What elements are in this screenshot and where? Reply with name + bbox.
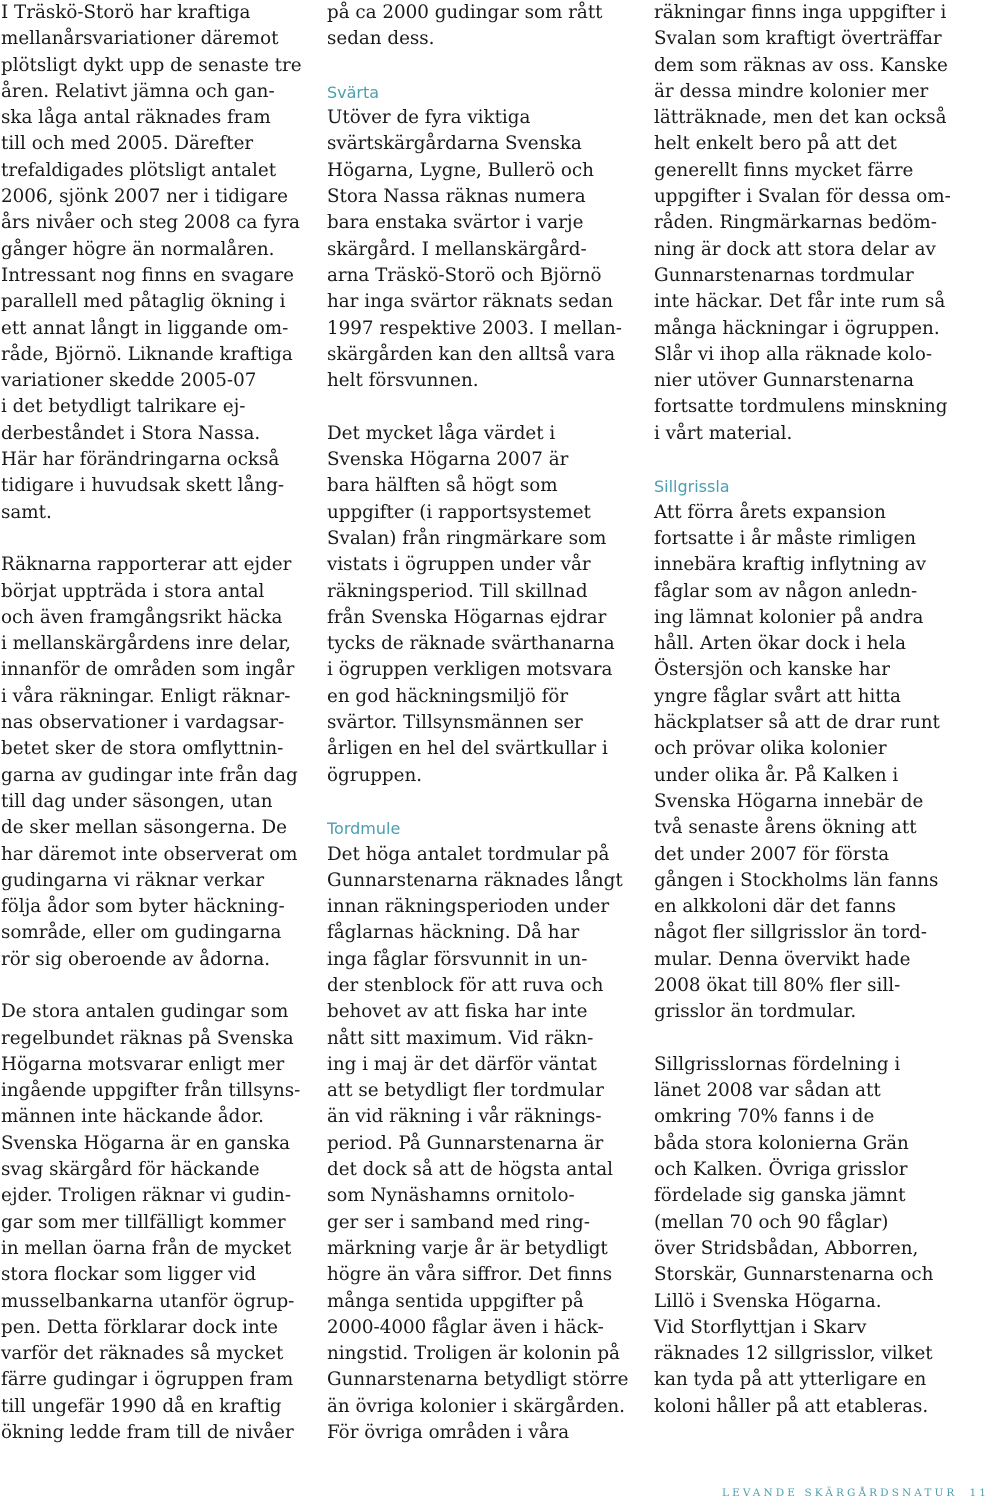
text-line: nått sitt maximum. Vid räkn- bbox=[327, 1027, 594, 1049]
text-line: ingående uppgifter från tillsyns- bbox=[1, 1080, 301, 1102]
text-line: börjat uppträda i stora antal bbox=[1, 580, 265, 602]
text-line: skärgård. I mellanskärgård- bbox=[327, 238, 587, 260]
text-line: Svenska Högarna innebär de bbox=[654, 790, 924, 812]
text-line: Här har förändringarna också bbox=[1, 449, 280, 471]
text-line: det under 2007 för första bbox=[654, 843, 890, 865]
text-line: fortsatte tordmulens minskning bbox=[654, 396, 948, 418]
text-line: årligen en hel del svärtkullar i bbox=[327, 738, 608, 760]
text-line: häckplatser så att de drar runt bbox=[654, 712, 940, 734]
text-line: Stora Nassa räknas numera bbox=[327, 186, 586, 208]
text-line: än övriga kolonier i skärgården. bbox=[327, 1395, 625, 1417]
text-line: (mellan 70 och 90 fåglar) bbox=[654, 1211, 889, 1233]
text-line: betet sker de stora omflyttnin- bbox=[1, 738, 284, 760]
text-line: många sentida uppgifter på bbox=[327, 1290, 584, 1312]
text-line: fortsatte i år måste rimligen bbox=[654, 527, 917, 549]
text-line: som Nynäshamns ornitolo- bbox=[327, 1185, 575, 1207]
text-line: har inga svärtor räknats sedan bbox=[327, 291, 614, 313]
text-line: följa ådor som byter häckning- bbox=[1, 896, 285, 918]
text-line: in mellan öarna från de mycket bbox=[1, 1237, 292, 1259]
text-line: håll. Arten ökar dock i hela bbox=[654, 633, 907, 655]
paragraph-gap bbox=[327, 394, 632, 420]
text-line: räkningsperiod. Till skillnad bbox=[327, 580, 588, 602]
text-line: musselbankarna utanför ögrup- bbox=[1, 1290, 295, 1312]
text-line: Intressant nog finns en svagare bbox=[1, 264, 294, 286]
text-line: räkningar finns inga uppgifter i bbox=[654, 2, 947, 23]
text-line: råde, Björnö. Liknande kraftiga bbox=[1, 343, 293, 365]
text-line: mular. Denna övervikt hade bbox=[654, 948, 911, 970]
text-line: Att förra årets expansion bbox=[654, 501, 886, 523]
text-line: Svalan) från ringmärkare som bbox=[327, 527, 607, 549]
text-line: I Träskö-Storö har kraftiga bbox=[1, 2, 251, 23]
text-line: fåglarnas häckning. Då har bbox=[327, 922, 580, 944]
text-line: garna av gudingar inte från dag bbox=[1, 764, 298, 786]
text-line: och även framgångsrikt häcka bbox=[1, 606, 283, 628]
text-line: parallell med påtaglig ökning i bbox=[1, 291, 286, 313]
text-line: sområde, eller om gudingarna bbox=[1, 922, 282, 944]
text-line: Sillgrisslornas fördelning i bbox=[654, 1053, 901, 1075]
text-line: 1997 respektive 2003. I mellan- bbox=[327, 317, 622, 339]
text-line: det dock så att de högsta antal bbox=[327, 1159, 614, 1181]
text-line: gången i Stockholms län fanns bbox=[654, 869, 939, 891]
text-line: under olika år. På Kalken i bbox=[654, 764, 899, 786]
text-line: 2006, sjönk 2007 ner i tidigare bbox=[1, 186, 288, 208]
text-line: länet 2008 var sådan att bbox=[654, 1080, 881, 1102]
text-line: behovet av att fiska har inte bbox=[327, 1001, 588, 1023]
text-line: För övriga områden i våra bbox=[327, 1422, 570, 1444]
section-heading: Sillgrissla bbox=[654, 477, 730, 497]
text-line: yngre fåglar svårt att hitta bbox=[654, 685, 901, 707]
text-line: ningstid. Troligen är kolonin på bbox=[327, 1343, 620, 1365]
text-line: en god häckningsmiljö för bbox=[327, 685, 569, 707]
text-line: De stora antalen gudingar som bbox=[1, 1001, 289, 1023]
text-line: vistats i ögruppen under vår bbox=[327, 554, 591, 576]
text-line: svärtor. Tillsynsmännen ser bbox=[327, 712, 583, 734]
text-line: Gunnarstenarna betydligt större bbox=[327, 1369, 629, 1391]
text-line: grisslor än tordmular. bbox=[654, 1001, 857, 1023]
text-line: gudingarna vi räknar verkar bbox=[1, 869, 265, 891]
text-line: Räknarna rapporterar att ejder bbox=[1, 554, 292, 576]
text-line: dem som räknas av oss. Kanske bbox=[654, 54, 948, 76]
text-line: färre gudingar i ögruppen fram bbox=[1, 1369, 294, 1391]
text-line: ning är dock att stora delar av bbox=[654, 238, 936, 260]
paragraph-gap bbox=[1, 526, 306, 552]
text-line: märkning varje år är betydligt bbox=[327, 1237, 608, 1259]
text-line: till ungefär 1990 då en kraftig bbox=[1, 1395, 282, 1417]
text-line: Lillö i Svenska Högarna. bbox=[654, 1290, 882, 1312]
section-heading: Tordmule bbox=[327, 819, 401, 839]
text-line: råden. Ringmärkarnas bedöm- bbox=[654, 212, 937, 234]
text-line: Svenska Högarna 2007 är bbox=[327, 449, 569, 471]
text-line: i mellanskärgårdens inre delar, bbox=[1, 633, 291, 655]
text-line: 2008 ökat till 80% fler sill- bbox=[654, 974, 901, 996]
text-line: har däremot inte observerat om bbox=[1, 843, 298, 865]
text-line: derbeståndet i Stora Nassa. bbox=[1, 422, 261, 444]
page-footer bbox=[722, 1487, 989, 1499]
text-line: Vid Storflyttjan i Skarv bbox=[654, 1316, 867, 1338]
text-line: i vårt material. bbox=[654, 422, 793, 444]
text-line: mellanårsvariationer däremot bbox=[1, 28, 279, 50]
text-line: fördelade sig ganska jämnt bbox=[654, 1185, 906, 1207]
text-column-2 bbox=[327, 0, 632, 1446]
text-line: fåglar som av någon anledn- bbox=[654, 580, 918, 602]
text-line: ska låga antal räknades fram bbox=[1, 107, 271, 129]
text-line: tycks de räknade svärthanarna bbox=[327, 633, 615, 655]
text-line: räknades 12 sillgrisslor, vilket bbox=[654, 1343, 933, 1365]
text-line: samt. bbox=[1, 501, 52, 523]
text-line: Det höga antalet tordmular på bbox=[327, 843, 610, 865]
text-line: års nivåer och steg 2008 ca fyra bbox=[1, 212, 300, 234]
text-line: ett annat långt in liggande om- bbox=[1, 317, 289, 339]
text-line: koloni håller på att etableras. bbox=[654, 1395, 929, 1417]
text-line: Det mycket låga värdet i bbox=[327, 422, 556, 444]
text-line: på ca 2000 gudingar som rått bbox=[327, 2, 603, 23]
text-line: Storskär, Gunnarstenarna och bbox=[654, 1264, 934, 1286]
text-line: Östersjön och kanske har bbox=[654, 659, 890, 681]
text-line: svärtskärgårdarna Svenska bbox=[327, 133, 582, 155]
text-line: Gunnarstenarna räknades långt bbox=[327, 869, 623, 891]
page-number: 11 bbox=[969, 1487, 989, 1499]
text-line: och Kalken. Övriga grisslor bbox=[654, 1159, 908, 1181]
text-line: ejder. Troligen räknar vi gudin- bbox=[1, 1185, 291, 1207]
text-line: högre än våra siffror. Det finns bbox=[327, 1264, 613, 1286]
text-line: bara hälften så högt som bbox=[327, 475, 558, 497]
paragraph-gap bbox=[1, 973, 306, 999]
text-line: helt försvunnen. bbox=[327, 370, 479, 392]
footer-title: LEVANDE SKÄRGÅRDSNATUR bbox=[722, 1487, 958, 1499]
text-line: kan tyda på att ytterligare en bbox=[654, 1369, 927, 1391]
text-line: Gunnarstenarnas tordmular bbox=[654, 264, 914, 286]
text-line: ger ser i samband med ring- bbox=[327, 1211, 590, 1233]
text-line: inte häckar. Det får inte rum så bbox=[654, 291, 946, 313]
text-line: nier utöver Gunnarstenarna bbox=[654, 370, 915, 392]
text-line: männen inte häckande ådor. bbox=[1, 1106, 264, 1128]
text-line: bara enstaka svärtor i varje bbox=[327, 212, 584, 234]
text-line: innan räkningsperioden under bbox=[327, 896, 610, 918]
text-line: och prövar olika kolonier bbox=[654, 738, 887, 760]
text-line: att se betydligt fler tordmular bbox=[327, 1080, 604, 1102]
paragraph-gap bbox=[654, 447, 959, 473]
text-line: i våra räkningar. Enligt räknar- bbox=[1, 685, 291, 707]
section-heading: Svärta bbox=[327, 82, 380, 102]
paragraph-gap bbox=[327, 53, 632, 79]
text-line: två senaste årens ökning att bbox=[654, 817, 917, 839]
text-line: pen. Detta förklarar dock inte bbox=[1, 1316, 278, 1338]
text-line: tidigare i huvudsak skett lång- bbox=[1, 475, 285, 497]
text-line: gånger högre än normalåren. bbox=[1, 238, 275, 260]
text-line: till och med 2005. Därefter bbox=[1, 133, 254, 155]
text-line: rör sig oberoende av ådorna. bbox=[1, 948, 271, 970]
text-line: trefaldigades plötsligt antalet bbox=[1, 159, 277, 181]
text-line: är dessa mindre kolonier mer bbox=[654, 80, 929, 102]
text-line: något fler sillgrisslor än tord- bbox=[654, 922, 927, 944]
text-line: gar som mer tillfälligt kommer bbox=[1, 1211, 286, 1233]
text-line: nas observationer i vardagsar- bbox=[1, 712, 285, 734]
text-line: arna Träskö-Storö och Björnö bbox=[327, 264, 602, 286]
text-line: period. På Gunnarstenarna är bbox=[327, 1132, 604, 1154]
paragraph-gap bbox=[327, 789, 632, 815]
text-line: 2000-4000 fåglar även i häck- bbox=[327, 1316, 604, 1338]
text-line: uppgifter i Svalan för dessa om- bbox=[654, 186, 951, 208]
text-column-3 bbox=[654, 0, 959, 1420]
text-line: varför det räknades så mycket bbox=[1, 1343, 284, 1365]
text-line: i ögruppen verkligen motsvara bbox=[327, 659, 613, 681]
text-line: Högarna motsvarar enligt mer bbox=[1, 1053, 285, 1075]
text-line: Högarna, Lygne, Bullerö och bbox=[327, 159, 594, 181]
text-line: Utöver de fyra viktiga bbox=[327, 107, 531, 129]
text-line: omkring 70% fanns i de bbox=[654, 1106, 875, 1128]
text-line: till dag under säsongen, utan bbox=[1, 790, 273, 812]
text-line: i det betydligt talrikare ej- bbox=[1, 396, 246, 418]
text-line: från Svenska Högarnas ejdrar bbox=[327, 606, 607, 628]
text-line: än vid räkning i vår räknings- bbox=[327, 1106, 602, 1128]
text-line: regelbundet räknas på Svenska bbox=[1, 1027, 294, 1049]
text-line: stora flockar som ligger vid bbox=[1, 1264, 257, 1286]
text-line: sedan dess. bbox=[327, 28, 435, 50]
text-line: ing i maj är det därför väntat bbox=[327, 1053, 597, 1075]
text-line: Svalan som kraftigt överträffar bbox=[654, 28, 942, 50]
text-line: innebära kraftig inflytning av bbox=[654, 554, 927, 576]
text-line: skärgården kan den alltså vara bbox=[327, 343, 616, 365]
text-line: variationer skedde 2005-07 bbox=[1, 370, 257, 392]
text-line: de sker mellan säsongerna. De bbox=[1, 817, 287, 839]
text-line: inga fåglar försvunnit in un- bbox=[327, 948, 588, 970]
text-line: ing lämnat kolonier på andra bbox=[654, 606, 924, 628]
text-line: der stenblock för att ruva och bbox=[327, 974, 604, 996]
text-line: båda stora kolonierna Grän bbox=[654, 1132, 909, 1154]
text-line: svag skärgård för häckande bbox=[1, 1159, 260, 1181]
text-line: många häckningar i ögruppen. bbox=[654, 317, 940, 339]
text-line: plötsligt dykt upp de senaste tre bbox=[1, 54, 302, 76]
text-line: innanför de områden som ingår bbox=[1, 659, 295, 681]
text-line: ökning ledde fram till de nivåer bbox=[1, 1422, 294, 1444]
text-line: uppgifter (i rapportsystemet bbox=[327, 501, 591, 523]
text-line: lätträknade, men det kan också bbox=[654, 107, 947, 129]
text-line: helt enkelt bero på att det bbox=[654, 133, 897, 155]
text-line: Svenska Högarna är en ganska bbox=[1, 1132, 290, 1154]
text-line: en alkkoloni där det fanns bbox=[654, 896, 897, 918]
text-line: åren. Relativt jämna och gan- bbox=[1, 80, 275, 102]
text-line: över Stridsbådan, Abborren, bbox=[654, 1237, 919, 1259]
text-column-1 bbox=[1, 0, 306, 1446]
paragraph-gap bbox=[654, 1026, 959, 1052]
text-line: generellt finns mycket färre bbox=[654, 159, 914, 181]
text-line: Slår vi ihop alla räknade kolo- bbox=[654, 343, 933, 365]
text-line: ögruppen. bbox=[327, 764, 423, 786]
